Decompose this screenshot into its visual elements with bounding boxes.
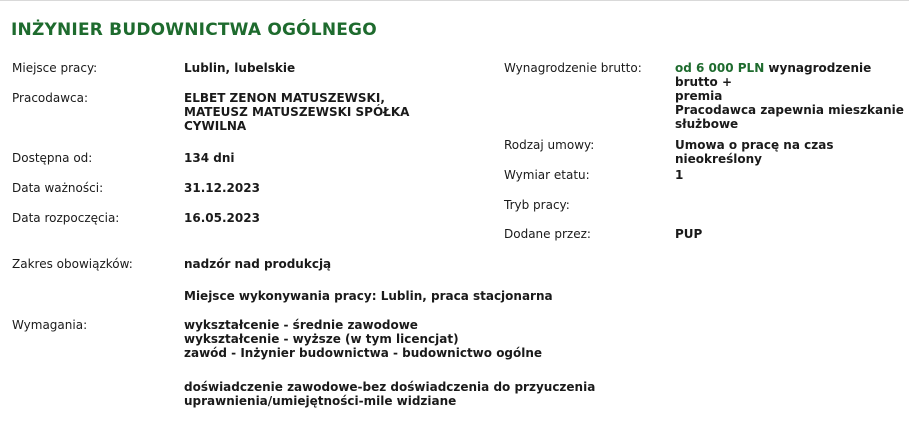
- employer-line: ELBET ZENON MATUSZEWSKI,: [184, 91, 385, 105]
- work-mode-label: Tryb pracy:: [504, 198, 570, 212]
- requirement-item: zawód - Inżynier budownictwa - budownictwo ogólne: [184, 346, 543, 360]
- employer-value: [184, 91, 409, 133]
- start-date-label: Data rozpoczęcia:: [12, 211, 120, 225]
- top-divider: [0, 0, 909, 1]
- fte-label: Wymiar etatu:: [504, 168, 590, 182]
- salary-label: Wynagrodzenie brutto:: [504, 61, 642, 75]
- added-by-label: Dodane przez:: [504, 227, 591, 241]
- requirement-extra-item: doświadczenie zawodowe-bez doświadczenia do przyuczenia: [184, 380, 596, 394]
- salary-extra: Pracodawca zapewnia mieszkanie: [675, 103, 904, 117]
- salary-value: [675, 61, 907, 131]
- salary-extra: służbowe: [675, 117, 739, 131]
- requirements-label: Wymagania:: [12, 318, 88, 332]
- duties-value: nadzór nad produkcją: [184, 257, 332, 271]
- valid-until-label: Data ważności:: [12, 181, 104, 195]
- requirement-extra-item: uprawnienia/umiejętności-mile widziane: [184, 394, 457, 408]
- requirements-list: [184, 318, 542, 360]
- salary-desc-cont: premia: [675, 89, 723, 103]
- place-value: Lublin, lubelskie: [184, 61, 296, 75]
- employer-line: MATEUSZ MATUSZEWSKI SPÓŁKA: [184, 105, 410, 119]
- fte-value: 1: [675, 168, 684, 182]
- contract-label: Rodzaj umowy:: [504, 138, 595, 152]
- page-title: INŻYNIER BUDOWNICTWA OGÓLNEGO: [11, 20, 377, 40]
- available-value: 134 dni: [184, 151, 235, 165]
- start-date-value: 16.05.2023: [184, 211, 260, 225]
- employer-label: Pracodawca:: [12, 91, 89, 105]
- requirements-extra: [184, 380, 595, 408]
- requirement-item: wykształcenie - wyższe (w tym licencjat): [184, 332, 459, 346]
- salary-amount: od 6 000 PLN: [675, 61, 765, 75]
- place-label: Miejsce pracy:: [12, 61, 98, 75]
- work-location-note: Miejsce wykonywania pracy: Lublin, praca stacjonarna: [184, 289, 553, 303]
- available-label: Dostępna od:: [12, 151, 93, 165]
- contract-value: Umowa o pracę na czas nieokreślony: [675, 138, 834, 166]
- added-by-value: PUP: [675, 227, 703, 241]
- duties-label: Zakres obowiązków:: [12, 257, 133, 271]
- requirement-item: wykształcenie - średnie zawodowe: [184, 318, 418, 332]
- valid-until-value: 31.12.2023: [184, 181, 260, 195]
- employer-line: CYWILNA: [184, 119, 247, 133]
- salary-desc: wynagrodzenie brutto +: [675, 61, 872, 89]
